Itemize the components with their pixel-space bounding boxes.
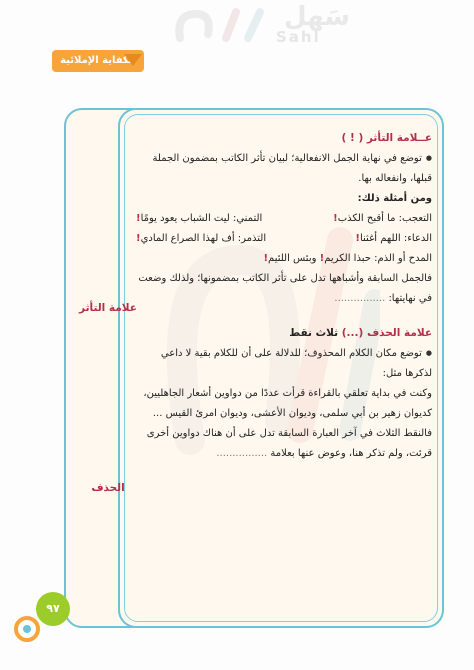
deletion-conclusion: فالنقط الثلاث في آخر العبارة السابقة تدل على أن هناك دواوين أخرى قرئت، ولم تذكر هنا، وعوض عنها بعلامة ................ (146, 428, 432, 459)
exclamation-mark: ! (136, 213, 141, 224)
exclamation-mark: ! (333, 213, 338, 224)
exclamation-definition: ● توضع في نهاية الجمل الانفعالية؛ لبيان تأثر الكاتب بمضمون الجملة قبلها، وانفعاله بها. (136, 148, 432, 189)
circle-logo-icon (14, 616, 40, 642)
example-row (136, 209, 432, 229)
answer-blank: ................ (334, 293, 386, 304)
watermark-brand-ar: سَهل (284, 2, 350, 32)
side-label-deletion: الحذف (91, 482, 125, 494)
example-row (136, 229, 432, 249)
example-wish: التمني: ليت الشباب يعود يومًا (140, 213, 263, 224)
exclamation-conclusion: فالجمل السابقة وأشباهها تدل على تأثر الكاتب بمضمونها؛ ولذلك وضعت في نهايتها: ................ (138, 273, 432, 304)
section-title-exclamation: عــلامة التأثر ( ! ) (341, 132, 432, 144)
exclamation-mark: ! (136, 233, 141, 244)
example-prayer: الدعاء: اللهم أغثنا (359, 233, 432, 244)
watermark-brand-en: Sahl (276, 28, 321, 46)
examples-heading: ومن أمثلة ذلك: (357, 193, 432, 204)
sahl-logo-watermark (168, 4, 278, 48)
example-complaint: التذمر: أف لهذا الصراع المادي (140, 233, 267, 244)
example-praise-blame: المدح أو الذم: حبذا الكريم! وبئس اللئيم! (263, 253, 432, 264)
section-tab: الكفاية الإملائية (52, 50, 144, 72)
exclamation-mark: ! (355, 233, 360, 244)
answer-blank: ................ (216, 448, 268, 459)
example-wonder: التعجب: ما أقبح الكذب (337, 213, 432, 224)
section-title-deletion: علامة الحذف (...) ثلاث نقط (289, 327, 432, 339)
side-label-exclamation: علامة التأثر (79, 302, 137, 314)
deletion-example: وكنت في بداية تعلقي بالقراءة قرأت عددًا من دواوين أشعار الجاهليين، كديوان زهير بن أبي سلمى، وديوان الأعشى، وديوان امرئ القيس ... (143, 388, 432, 419)
deletion-definition: ● توضع مكان الكلام المحذوف؛ للدلالة على أن للكلام بقية لا داعي لذكرها مثل: (136, 343, 432, 384)
arrow-down-icon (124, 54, 142, 66)
lesson-content (136, 128, 432, 464)
page-number: ٩٧ (36, 592, 70, 626)
